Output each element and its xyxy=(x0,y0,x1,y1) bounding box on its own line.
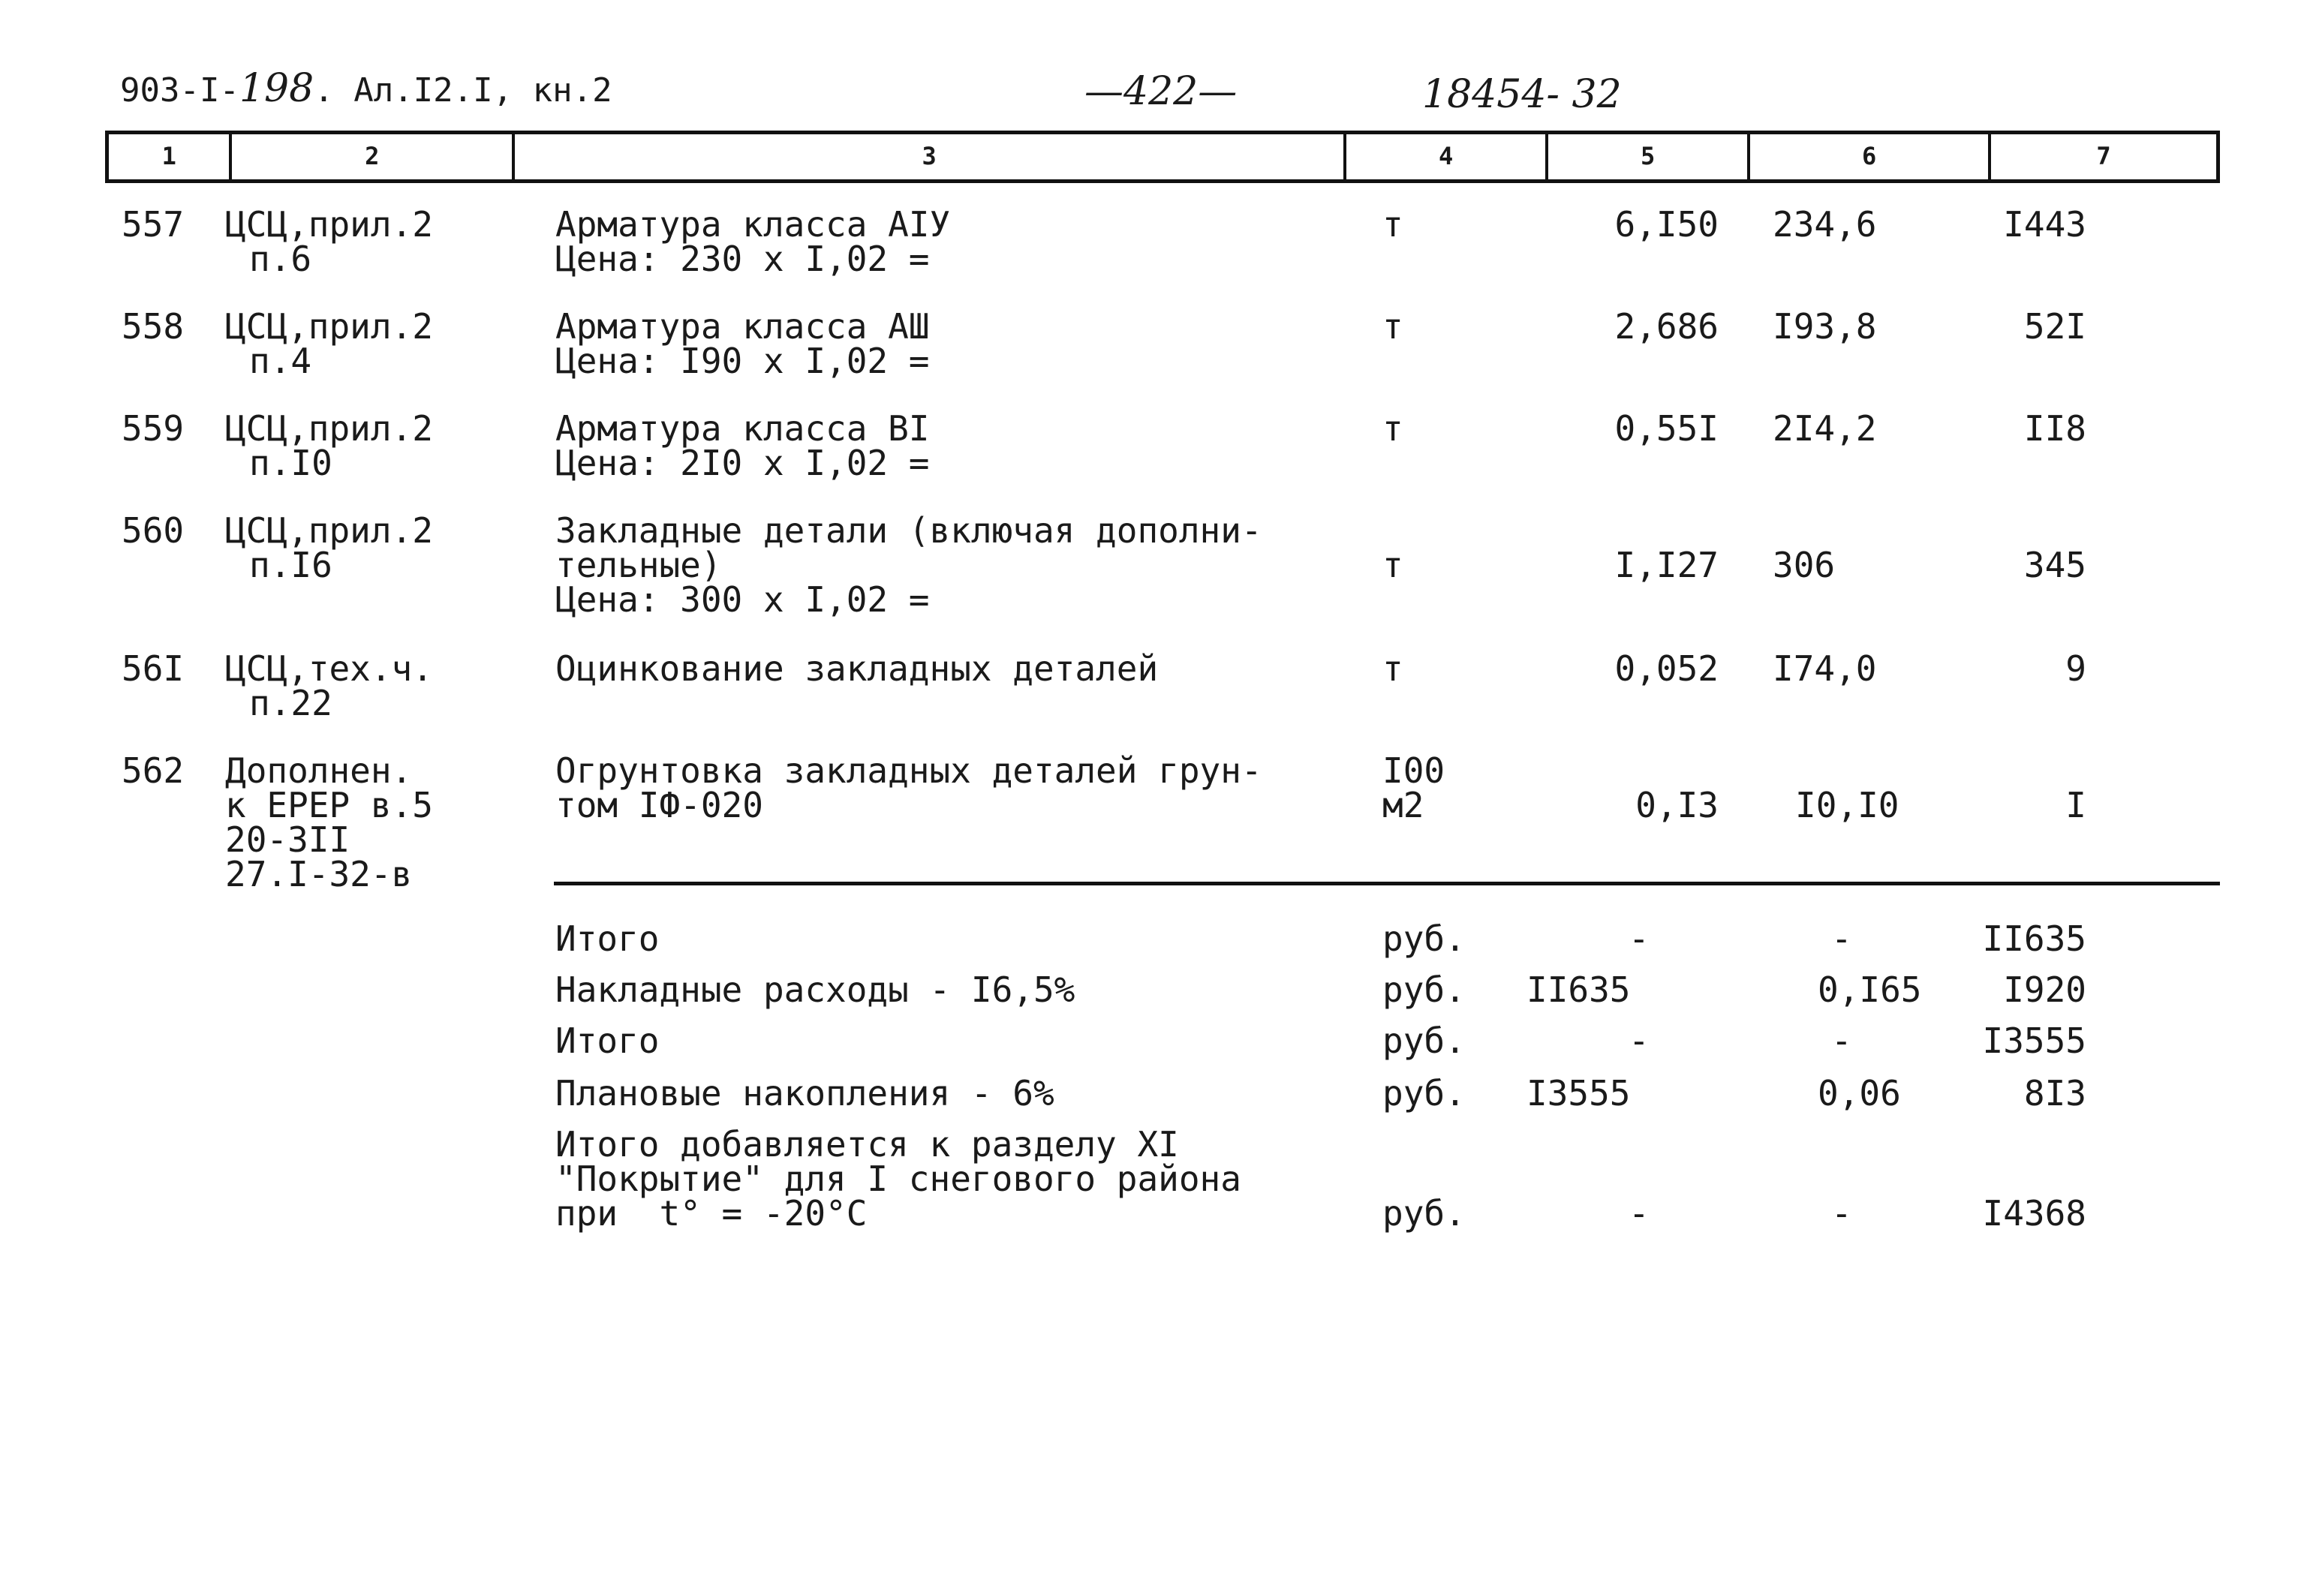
row-number: 560 xyxy=(122,510,185,551)
summary-divider xyxy=(554,882,2220,885)
unit: т xyxy=(1382,545,1403,585)
summary-total: I920 xyxy=(2003,969,2086,1010)
item-description: Арматура класса АIУ Цена: 230 х I,02 = xyxy=(555,204,951,279)
document-code xyxy=(120,66,612,111)
item-description: Оцинкование закладных деталей xyxy=(555,648,1159,689)
total-cost: 52I xyxy=(2023,306,2086,347)
summary-rate: - xyxy=(1831,1020,1852,1061)
summary-unit: руб. xyxy=(1382,1020,1466,1061)
price-code: ЦСЦ,тех.ч. п.22 xyxy=(225,648,433,723)
col-header: 3 xyxy=(515,134,1346,179)
summary-total: I3555 xyxy=(1982,1020,2086,1061)
total-cost: I xyxy=(2065,785,2086,825)
unit: т xyxy=(1382,408,1403,449)
price-code: ЦСЦ,прил.2 п.I6 xyxy=(225,510,433,585)
col-header: 2 xyxy=(232,134,515,179)
summary-total: 8I3 xyxy=(2023,1073,2086,1114)
unit-price: I93,8 xyxy=(1773,306,1877,347)
unit: I00 м2 xyxy=(1382,750,1445,825)
col-header: 7 xyxy=(2096,142,2111,170)
item-description: Закладные детали (включая дополни- тельные) Цена: 300 х I,02 = xyxy=(555,510,1262,620)
quantity: 6,I50 xyxy=(1614,204,1719,245)
summary-label: Итого xyxy=(555,918,660,959)
summary-unit: руб. xyxy=(1382,1073,1466,1114)
summary-base: - xyxy=(1629,1193,1650,1234)
quantity: 0,55I xyxy=(1614,408,1719,449)
col-header: 5 xyxy=(1548,134,1750,179)
unit-price: I74,0 xyxy=(1773,648,1877,689)
summary-unit: руб. xyxy=(1382,969,1466,1010)
summary-rate: 0,06 xyxy=(1818,1073,1901,1114)
unit-price: I0,I0 xyxy=(1795,785,1899,825)
item-description: Огрунтовка закладных деталей грун- том IФ-020 xyxy=(555,750,1262,825)
price-code: Дополнен. к ЕРЕР в.5 20-3II 27.I-32-в xyxy=(225,750,433,894)
total-cost: 9 xyxy=(2065,648,2086,689)
row-number: 562 xyxy=(122,750,185,791)
album-reference: . Ал.I2.I, кн.2 xyxy=(314,71,612,110)
summary-base: I3555 xyxy=(1526,1073,1631,1114)
quantity: I,I27 xyxy=(1614,545,1719,585)
summary-total: I4368 xyxy=(1982,1193,2086,1234)
column-header-row xyxy=(105,131,2220,183)
summary-rate: 0,I65 xyxy=(1818,969,1922,1010)
unit: т xyxy=(1382,648,1403,689)
item-description: Арматура класса BI Цена: 2I0 х I,02 = xyxy=(555,408,930,483)
quantity: 2,686 xyxy=(1614,306,1719,347)
total-cost: 345 xyxy=(2023,545,2086,585)
unit-price: 306 xyxy=(1773,545,1836,585)
item-description: Арматура класса АШ Цена: I90 х I,02 = xyxy=(555,306,930,381)
unit: т xyxy=(1382,204,1403,245)
summary-label: Накладные расходы - I6,5% xyxy=(555,969,1075,1010)
row-number: 557 xyxy=(122,204,185,245)
col-header: 4 xyxy=(1346,134,1548,179)
quantity: 0,052 xyxy=(1614,648,1719,689)
col-header: 1 xyxy=(109,134,232,179)
total-cost: II8 xyxy=(2023,408,2086,449)
summary-unit: руб. xyxy=(1382,918,1466,959)
row-number: 558 xyxy=(122,306,185,347)
summary-rate: - xyxy=(1831,1193,1852,1234)
row-number: 56I xyxy=(122,648,185,689)
quantity: 0,I3 xyxy=(1635,785,1719,825)
summary-label: Итого xyxy=(555,1020,660,1061)
total-cost: I443 xyxy=(2003,204,2086,245)
series-handwritten: 198 xyxy=(239,66,314,111)
price-code: ЦСЦ,прил.2 п.4 xyxy=(225,306,433,381)
summary-label: Итого добавляется к разделу XI "Покрытие" для I снегового района при t° = -20°C xyxy=(555,1124,1241,1234)
series-code: 903-I- xyxy=(120,71,239,110)
row-number: 559 xyxy=(122,408,185,449)
col-header: 6 xyxy=(1750,134,1991,179)
summary-rate: - xyxy=(1831,918,1852,959)
summary-unit: руб. xyxy=(1382,1193,1466,1234)
summary-base: - xyxy=(1629,918,1650,959)
page-number: —422— xyxy=(1084,69,1238,114)
price-code: ЦСЦ,прил.2 п.I0 xyxy=(225,408,433,483)
summary-base: - xyxy=(1629,1020,1650,1061)
summary-base: II635 xyxy=(1526,969,1631,1010)
doc-number: 18454- 32 xyxy=(1422,72,1622,117)
unit-price: 234,6 xyxy=(1773,204,1877,245)
price-code: ЦСЦ,прил.2 п.6 xyxy=(225,204,433,279)
unit-price: 2I4,2 xyxy=(1773,408,1877,449)
summary-label: Плановые накопления - 6% xyxy=(555,1073,1054,1114)
summary-total: II635 xyxy=(1982,918,2086,959)
unit: т xyxy=(1382,306,1403,347)
